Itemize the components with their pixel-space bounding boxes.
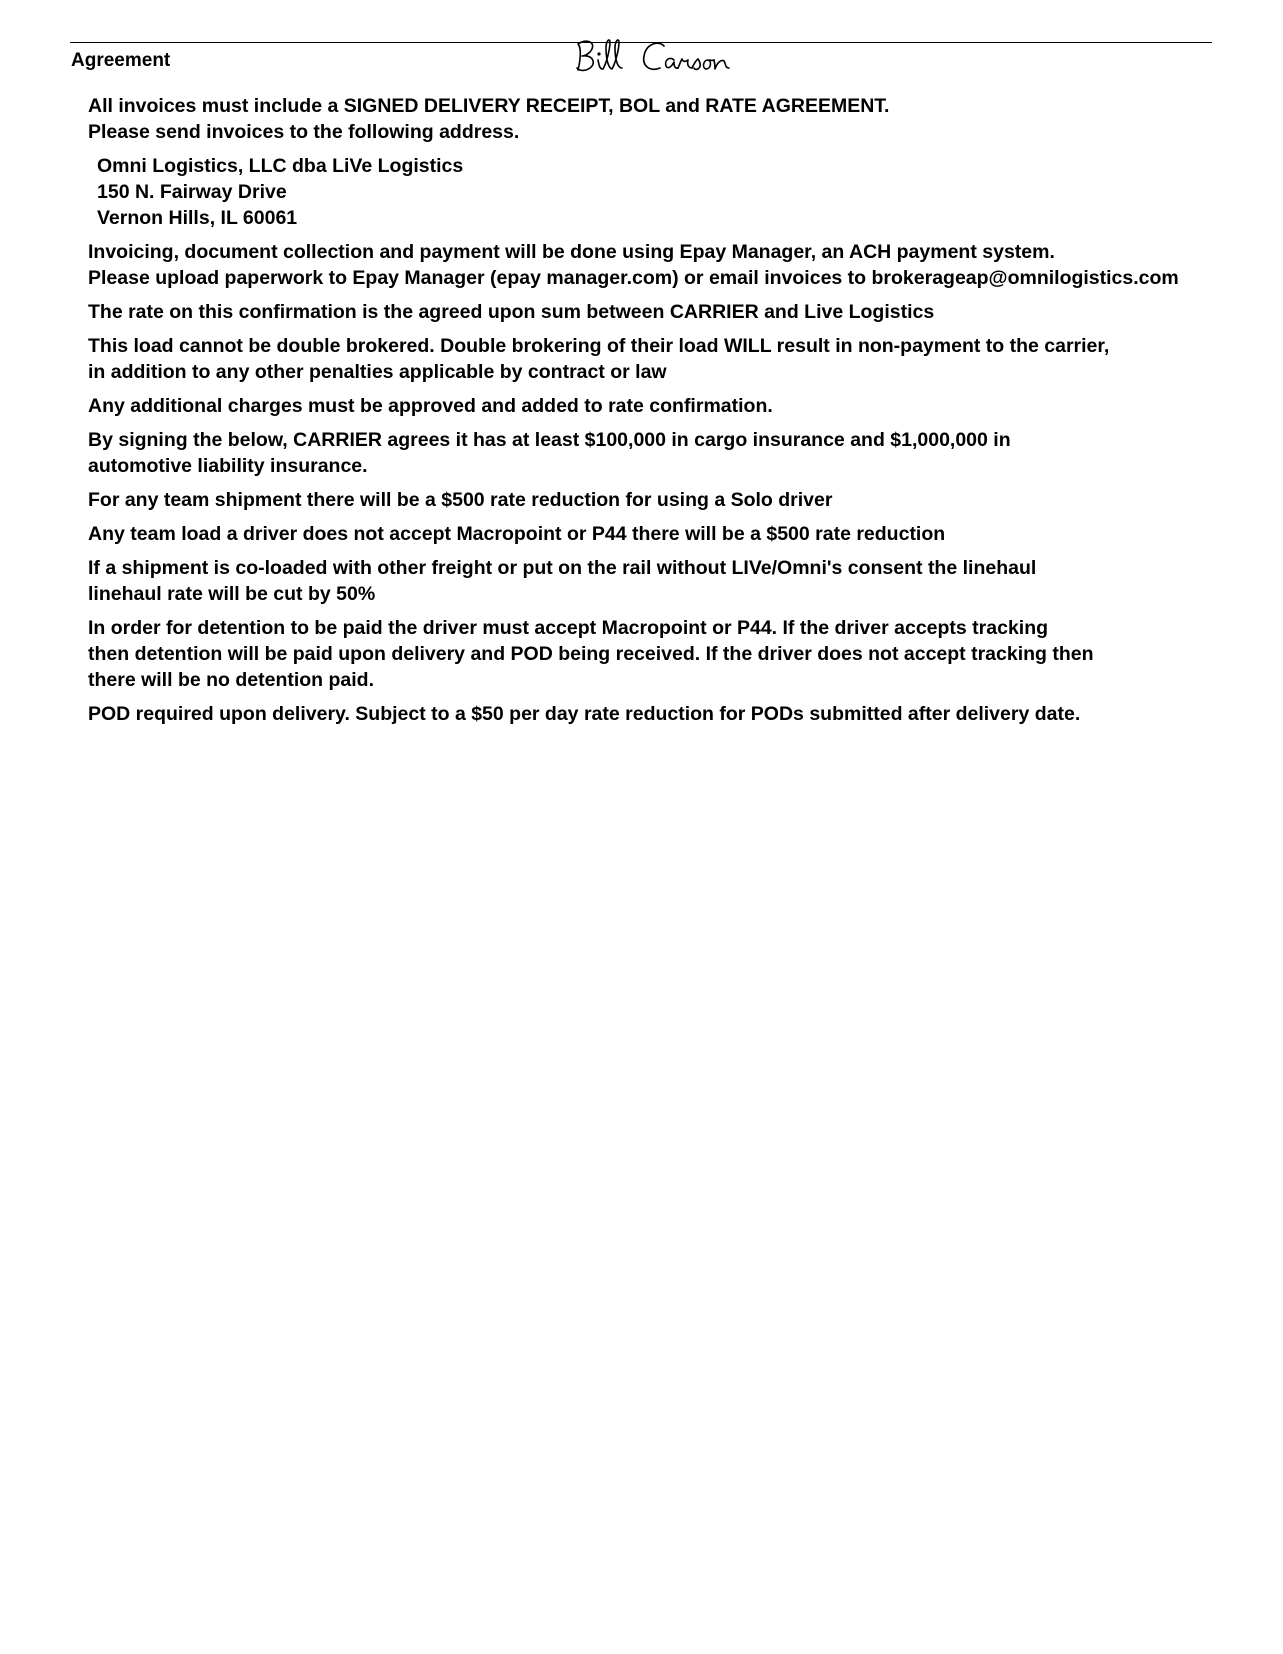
address-line: 150 N. Fairway Drive — [97, 181, 287, 203]
agreement-label: Agreement — [71, 50, 171, 71]
term-line: linehaul rate will be cut by 50% — [88, 583, 376, 605]
term-line: automotive liability insurance. — [88, 455, 368, 477]
term-line: This load cannot be double brokered. Double brokering of their load WILL result in non-payment to the carrier, — [88, 335, 1110, 357]
additional-charges — [88, 393, 1278, 419]
term-line: All invoices must include a SIGNED DELIVERY RECEIPT, BOL and RATE AGREEMENT. — [88, 95, 890, 117]
invoice-requirements — [88, 93, 1278, 145]
term-line: For any team shipment there will be a $500 rate reduction for using a Solo driver — [88, 489, 833, 511]
term-line: then detention will be paid upon delivery and POD being received. If the driver does not accept tracking then — [88, 643, 1094, 665]
team-solo-driver — [88, 487, 1278, 513]
invoicing-payment — [88, 239, 1278, 291]
term-line: In order for detention to be paid the driver must accept Macropoint or P44. If the driver accepts tracking — [88, 617, 1049, 639]
rate-agreement — [88, 299, 1278, 325]
term-line: Any team load a driver does not accept Macropoint or P44 there will be a $500 rate reduction — [88, 523, 946, 545]
pod-requirement — [88, 701, 1278, 727]
term-line: By signing the below, CARRIER agrees it has at least $100,000 in cargo insurance and $1,000,000 in — [88, 429, 1011, 451]
terms-section — [88, 93, 1278, 735]
term-line: Invoicing, document collection and payment will be done using Epay Manager, an ACH payment system. — [88, 241, 1055, 263]
term-line: Please upload paperwork to Epay Manager (epay manager.com) or email invoices to brokerageap@omnilogistics.com — [88, 267, 1179, 289]
team-tracking — [88, 521, 1278, 547]
detention-policy — [88, 615, 1278, 693]
handwritten-signature — [572, 36, 772, 78]
term-line: in addition to any other penalties applicable by contract or law — [88, 361, 667, 383]
term-line: Please send invoices to the following address. — [88, 121, 520, 143]
address-line: Vernon Hills, IL 60061 — [97, 207, 298, 229]
term-line: The rate on this confirmation is the agreed upon sum between CARRIER and Live Logistics — [88, 301, 935, 323]
term-line: If a shipment is co-loaded with other freight or put on the rail without LIVe/Omni's consent the linehaul — [88, 557, 1037, 579]
insurance-requirements — [88, 427, 1278, 479]
term-line: POD required upon delivery. Subject to a $50 per day rate reduction for PODs submitted after delivery date. — [88, 703, 1081, 725]
term-line: there will be no detention paid. — [88, 669, 375, 691]
double-brokering — [88, 333, 1278, 385]
term-line: Any additional charges must be approved and added to rate confirmation. — [88, 395, 773, 417]
address-line: Omni Logistics, LLC dba LiVe Logistics — [97, 155, 464, 177]
mailing-address — [88, 153, 1278, 231]
co-loaded-shipment — [88, 555, 1278, 607]
